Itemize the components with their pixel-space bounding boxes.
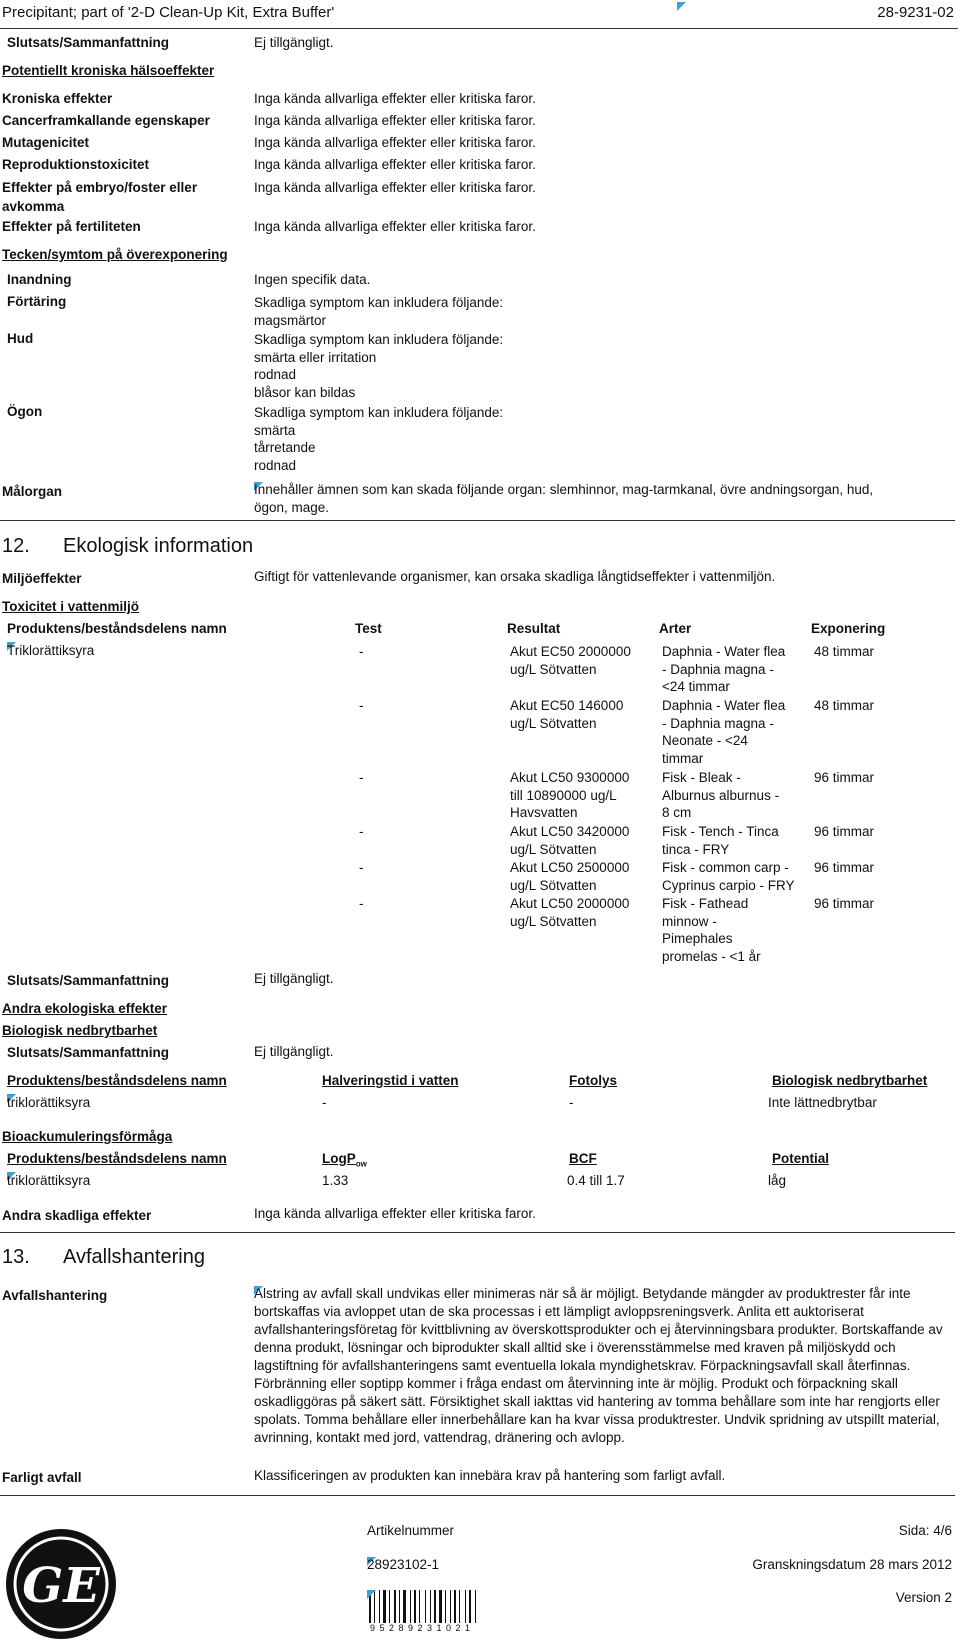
skin-text (254, 331, 503, 401)
table-cell (510, 643, 631, 678)
barcode-bar (434, 1590, 436, 1623)
table-cell (510, 823, 629, 858)
barcode-bar (465, 1590, 466, 1623)
disposal-label: Avfallshantering (2, 1288, 108, 1303)
text-line: Fisk - Tench - Tinca (662, 824, 779, 839)
text-line: Daphnia - Water flea (662, 644, 786, 659)
text-line: 96 timmar (814, 860, 875, 875)
env-effects-label: Miljöeffekter (2, 571, 82, 586)
barcode-bar (419, 1590, 420, 1623)
table-cell (662, 697, 785, 767)
section-number: 12. (2, 535, 30, 557)
chronic-heading: Potentiellt kroniska hälsoeffekter (2, 63, 215, 78)
barcode-bar (450, 1590, 451, 1623)
logp-subscript: ow (355, 1159, 367, 1169)
symptoms-heading: Tecken/symtom på överexponering (2, 247, 228, 262)
text-line: smärta (254, 422, 296, 438)
chronic-label: Effekter på embryo/foster eller (2, 180, 198, 195)
text-line: Akut EC50 2000000 (510, 644, 631, 659)
inhalation-label: Inandning (7, 272, 72, 287)
other-eco-heading: Andra ekologiska effekter (2, 1001, 168, 1016)
text-line: Akut EC50 146000 (510, 698, 624, 713)
table-cell (662, 859, 795, 894)
barcode-bar (475, 1590, 476, 1623)
text-line: rodnad (254, 367, 297, 382)
env-effects-value: Giftigt för vattenlevande organismer, kan orsaka skadliga långtidseffekter i vattenmiljön. (254, 569, 776, 584)
divider (0, 1232, 955, 1233)
ge-logo-icon (5, 1528, 117, 1640)
barcode-bar (469, 1590, 471, 1623)
table-cell: - (322, 1095, 327, 1110)
text-line: - (359, 824, 364, 839)
barcode-bar (383, 1590, 386, 1623)
barcode-bar (430, 1590, 431, 1623)
chronic-label: avkomma (2, 199, 65, 214)
table-header: Produktens/beståndsdelens namn (7, 1073, 227, 1088)
table-cell (662, 769, 779, 822)
table-cell: 0.4 till 1.7 (567, 1173, 625, 1188)
flag-icon (367, 1590, 376, 1599)
divider (0, 520, 955, 521)
text-line: Neonate - <24 (662, 733, 748, 748)
table-cell (510, 769, 629, 822)
chronic-value: Inga kända allvarliga effekter eller kritiska faror. (254, 113, 536, 128)
text-line: smärta eller irritation (254, 349, 377, 365)
text-line: Akut LC50 2500000 (510, 860, 630, 875)
text-line: Fisk - Fathead (662, 896, 749, 911)
table-cell: Inte lättnedbrytbar (768, 1095, 877, 1110)
chronic-value: Inga kända allvarliga effekter eller kritiska faror. (254, 157, 536, 172)
text-line: 96 timmar (814, 770, 875, 785)
table-cell: triklorättiksyra (7, 1173, 91, 1188)
text-line: Akut LC50 3420000 (510, 824, 630, 839)
text-line: - (359, 770, 364, 785)
table-cell (510, 697, 623, 732)
text-line: Skadliga symptom kan inkludera följande: (254, 405, 504, 420)
other-harm-value: Inga kända allvarliga effekter eller kritiska faror. (254, 1206, 536, 1221)
eyes-label: Ögon (7, 404, 43, 419)
table-cell (814, 697, 874, 715)
chronic-value: Inga kända allvarliga effekter eller kritiska faror. (254, 219, 536, 234)
table-header: Exponering (811, 621, 886, 636)
table-cell (359, 697, 364, 715)
tox-summary-value: Ej tillgängligt. (254, 971, 334, 986)
chronic-value: Inga kända allvarliga effekter eller kritiska faror. (254, 91, 536, 106)
barcode-bar (414, 1590, 416, 1623)
page-number: Sida: 4/6 (898, 1523, 952, 1538)
text-line: Alburnus alburnus - (662, 787, 780, 803)
tox-heading: Toxicitet i vattenmiljö (2, 599, 140, 614)
table-header: BCF (569, 1151, 597, 1166)
table-cell (662, 895, 761, 965)
hazard-waste-label: Farligt avfall (2, 1470, 82, 1485)
table-cell (814, 643, 874, 661)
chronic-label: Effekter på fertiliteten (2, 219, 141, 234)
text-line: Cyprinus carpio - FRY (662, 877, 795, 893)
table-header: Fotolys (569, 1073, 618, 1088)
text-line: tårretande (254, 440, 316, 455)
logp-label: LogP (322, 1151, 356, 1166)
article-number: 28923102-1 (367, 1557, 440, 1572)
text-line: ug/L Sötvatten (510, 661, 597, 677)
text-line: Havsvatten (510, 805, 578, 820)
review-date: Granskningsdatum 28 mars 2012 (752, 1557, 952, 1572)
table-header: Test (355, 621, 382, 636)
text-line: - (359, 644, 364, 659)
biodeg-summary-label: Slutsats/Sammanfattning (7, 1045, 170, 1060)
table-cell (510, 895, 629, 930)
table-cell (359, 895, 364, 913)
table-cell (662, 823, 779, 858)
barcode-digits: 9 5 2 8 9 2 3 1 0 2 1 (370, 1623, 472, 1633)
text-line: ug/L Sötvatten (510, 913, 597, 929)
text-line: Daphnia - Water flea (662, 698, 786, 713)
barcode-bar (389, 1590, 390, 1623)
table-header: Produktens/beståndsdelens namn (7, 1151, 227, 1166)
section-title: Ekologisk information (63, 535, 254, 557)
barcode-bar (445, 1590, 446, 1623)
text-line: Skadliga symptom kan inkludera följande: (254, 332, 504, 347)
text-line: 96 timmar (814, 896, 875, 911)
summary-label: Slutsats/Sammanfattning (7, 35, 170, 50)
section-title: Avfallshantering (63, 1246, 205, 1268)
document-title: Precipitant; part of '2-D Clean-Up Kit, Extra Buffer' (2, 4, 335, 21)
page-header (0, 0, 958, 29)
text-line: ug/L Sötvatten (510, 877, 597, 893)
article-label: Artikelnummer (367, 1523, 455, 1538)
text-line: ögon, mage. (254, 499, 330, 515)
table-header (322, 1151, 367, 1169)
text-line: blåsor kan bildas (254, 384, 356, 400)
table-cell (359, 823, 364, 841)
table-header: Arter (659, 621, 692, 636)
table-header: Produktens/beståndsdelens namn (7, 621, 227, 636)
text-line: Innehåller ämnen som kan skada följande organ: slemhinnor, mag-tarmkanal, övre andningsorgan, hud, (254, 482, 874, 497)
text-line: minnow - (662, 913, 717, 929)
chronic-value: Inga kända allvarliga effekter eller kritiska faror. (254, 180, 536, 195)
text-line: Akut LC50 2000000 (510, 896, 630, 911)
table-cell: låg (768, 1173, 787, 1188)
divider (0, 1495, 955, 1496)
table-cell: 1.33 (322, 1173, 349, 1188)
version: Version 2 (895, 1590, 952, 1605)
text-line: till 10890000 ug/L (510, 787, 617, 803)
chronic-value: Inga kända allvarliga effekter eller kritiska faror. (254, 135, 536, 150)
table-cell (662, 643, 785, 696)
biodeg-summary-value: Ej tillgängligt. (254, 1044, 334, 1059)
barcode-icon (367, 1590, 507, 1625)
logo-text: GE (22, 1558, 100, 1614)
document-code: 28-9231-02 (877, 4, 954, 21)
flag-icon (677, 2, 686, 11)
text-line: Fisk - Bleak - (662, 770, 741, 785)
barcode-bar (454, 1590, 456, 1623)
text-line: magsmärtor (254, 312, 327, 328)
text-line: Fisk - common carp - (662, 860, 789, 875)
table-cell: triklorättiksyra (7, 1095, 91, 1110)
bioacc-heading: Bioackumuleringsförmåga (2, 1129, 173, 1144)
ingestion-label: Förtäring (7, 294, 67, 309)
tox-summary-label: Slutsats/Sammanfattning (7, 973, 170, 988)
tox-substance: Triklorättiksyra (7, 643, 95, 658)
table-header: Potential (772, 1151, 830, 1166)
text-line: tinca - FRY (662, 841, 730, 857)
text-line: Skadliga symptom kan inkludera följande: (254, 295, 504, 310)
text-line: - Daphnia magna - (662, 661, 774, 677)
barcode-bar (403, 1590, 406, 1623)
skin-label: Hud (7, 331, 34, 346)
text-line: - (359, 860, 364, 875)
table-cell (359, 643, 364, 661)
chronic-label: Mutagenicitet (2, 135, 90, 150)
barcode-bar (399, 1590, 400, 1623)
table-cell (359, 769, 364, 787)
target-organ-label: Målorgan (2, 484, 63, 499)
disposal-text: Alstring av avfall skall undvikas eller minimeras när så är möjligt. Betydande mängder av produktrester får inte bortskaffas via avloppet utan de ska processas i ett lämpligt avloppsreningsverk. Anlita ett auktoriserat avfallshanteringsföretag för kvittblivning av överskottsprodukter och ej återvinningsbara produkter. Bortskaffande av denna produkt, lösningar och biprodukter skall alltid ske i överensstämmelse med kraven på miljöskydd och lagstiftning för avfallshanteringens samt eventuella lokala myndighetskrav. Förpackningsavfall skall återfinnas. Förbränning eller soptipp kommer i fråga endast om återvinning inte är möjlig. Produkt och förpackning skall oskadliggöras på säkert sätt. Försiktighet skall iakttas vid hantering av tomma behållare som inte har rengjorts eller spolats. Tomma behållare eller innerbehållare kan ha kvar vissa produktrester. Undvik spridning av utspillt material, avrinning, kontakt med jord, vattendrag, dränering och avlopp. (254, 1286, 943, 1445)
barcode-bar (394, 1590, 396, 1623)
text-line: 96 timmar (814, 824, 875, 839)
table-cell (814, 895, 874, 913)
target-organ-text (254, 481, 873, 516)
text-line: ug/L Sötvatten (510, 715, 597, 731)
chronic-label: Kroniska effekter (2, 91, 113, 106)
table-cell (359, 859, 364, 877)
inhalation-value: Ingen specifik data. (254, 272, 371, 287)
chronic-label: Cancerframkallande egenskaper (2, 113, 210, 128)
barcode-bar (459, 1590, 460, 1623)
table-cell (814, 823, 874, 841)
text-line: Pimephales (662, 931, 733, 946)
chronic-label: Reproduktionstoxicitet (2, 157, 150, 172)
table-cell (814, 859, 874, 877)
text-line: - (359, 896, 364, 911)
hazard-waste-text: Klassificeringen av produkten kan innebära krav på hantering som farligt avfall. (254, 1468, 726, 1483)
text-line: <24 timmar (662, 679, 730, 694)
table-header: Biologisk nedbrytbarhet (772, 1073, 928, 1088)
table-header: Halveringstid i vatten (322, 1073, 459, 1088)
text-line: Akut LC50 9300000 (510, 770, 630, 785)
text-line: - Daphnia magna - (662, 715, 774, 731)
text-line: 8 cm (662, 805, 692, 820)
barcode-bar (439, 1590, 442, 1623)
table-header: Resultat (507, 621, 561, 636)
biodeg-heading: Biologisk nedbrytbarhet (2, 1023, 158, 1038)
section-number: 13. (2, 1246, 30, 1268)
ingestion-text (254, 294, 503, 329)
table-cell (510, 859, 629, 894)
summary-value: Ej tillgängligt. (254, 35, 334, 50)
barcode-bar (425, 1590, 426, 1623)
text-line: promelas - <1 år (662, 948, 761, 964)
text-line: - (359, 698, 364, 713)
table-cell: - (569, 1095, 574, 1110)
eyes-text (254, 404, 503, 474)
other-harm-label: Andra skadliga effekter (2, 1208, 152, 1223)
text-line: ug/L Sötvatten (510, 841, 597, 857)
text-line: rodnad (254, 457, 297, 473)
barcode-bar (379, 1590, 380, 1623)
table-cell (814, 769, 874, 787)
text-line: timmar (662, 750, 704, 766)
text-line: 48 timmar (814, 698, 875, 713)
text-line: 48 timmar (814, 644, 875, 659)
barcode-bar (410, 1590, 411, 1623)
